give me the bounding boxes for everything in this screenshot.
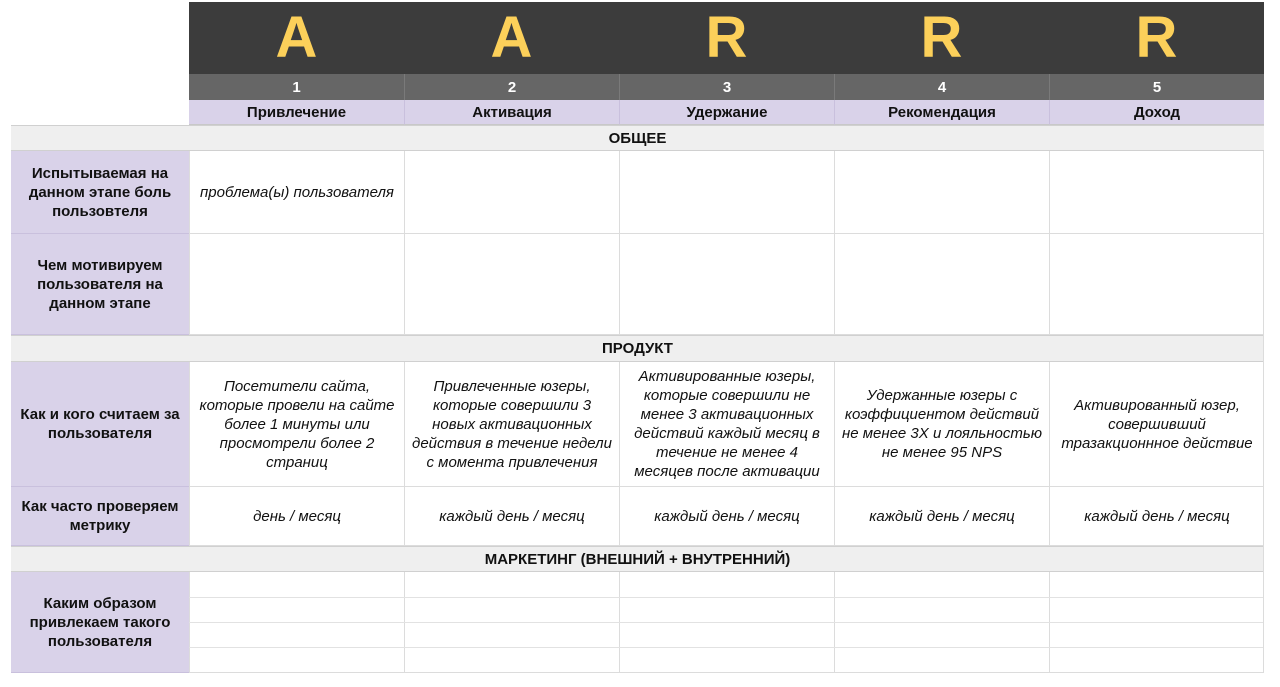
- grid-divider: [189, 597, 1264, 598]
- stage-number: 3: [619, 74, 834, 100]
- stage-letter: A: [275, 5, 318, 70]
- stage-name: Рекомендация: [834, 100, 1049, 125]
- section-header-general: ОБЩЕЕ: [11, 125, 1264, 151]
- grid-divider: [189, 647, 1264, 648]
- section-header-product: ПРОДУКТ: [11, 335, 1264, 362]
- stage-number: 4: [834, 74, 1049, 100]
- cell-who-counts-5: Активированный юзер, совершивший тразакционнное действие: [1049, 362, 1264, 487]
- stage-name: Активация: [404, 100, 619, 125]
- cell-who-counts-4: Удержанные юзеры с коэффициентом действий не менее 3Х и лояльностью не менее 95 NPS: [834, 362, 1049, 487]
- stage-name: Привлечение: [189, 100, 404, 125]
- stage-letter: A: [490, 5, 533, 70]
- cell-pain-2: [404, 151, 619, 234]
- cell-frequency-2: каждый день / месяц: [404, 487, 619, 546]
- row-label-who-counts: Как и кого считаем за пользователя: [11, 362, 189, 487]
- stage-number: 2: [404, 74, 619, 100]
- stage-letter: R: [920, 5, 963, 70]
- cell-pain-5: [1049, 151, 1264, 234]
- cell-who-counts-2: Привлеченные юзеры, которые совершили 3 новых активационных действия в течение недели с момента привлечения: [404, 362, 619, 487]
- cell-pain-3: [619, 151, 834, 234]
- cell-frequency-3: каждый день / месяц: [619, 487, 834, 546]
- cell-pain-1: проблема(ы) пользователя: [189, 151, 404, 234]
- cell-frequency-4: каждый день / месяц: [834, 487, 1049, 546]
- row-label-pain: Испытываемая на данном этапе боль пользовтеля: [11, 151, 189, 234]
- stage-number: 1: [292, 78, 301, 96]
- row-label-acquire: Каким образом привлекаем такого пользователя: [11, 572, 189, 673]
- cell-motivation-1: [189, 234, 404, 335]
- row-label-motivation: Чем мотивируем пользователя на данном этапе: [11, 234, 189, 335]
- cell-motivation-5: [1049, 234, 1264, 335]
- cell-motivation-4: [834, 234, 1049, 335]
- stage-number: 5: [1049, 74, 1264, 100]
- stage-name: Доход: [1049, 100, 1264, 125]
- section-header-marketing: МАРКЕТИНГ (ВНЕШНИЙ + ВНУТРЕННИЙ): [11, 546, 1264, 572]
- cell-pain-4: [834, 151, 1049, 234]
- stage-name: Удержание: [619, 100, 834, 125]
- table-right-border: [1263, 151, 1264, 673]
- cell-who-counts-1: Посетители сайта, которые провели на сайте более 1 минуты или просмотрели более 2 страниц: [189, 362, 404, 487]
- grid-divider: [189, 622, 1264, 623]
- stage-letter: R: [705, 5, 748, 70]
- cell-frequency-5: каждый день / месяц: [1049, 487, 1264, 546]
- cell-frequency-1: день / месяц: [189, 487, 404, 546]
- cell-motivation-3: [619, 234, 834, 335]
- cell-motivation-2: [404, 234, 619, 335]
- row-label-frequency: Как часто проверяем метрику: [11, 487, 189, 546]
- stage-letter: R: [1135, 5, 1178, 70]
- cell-who-counts-3: Активированные юзеры, которые совершили не менее 3 активационных действий каждый месяц в течение не менее 4 месяцев после активации: [619, 362, 834, 487]
